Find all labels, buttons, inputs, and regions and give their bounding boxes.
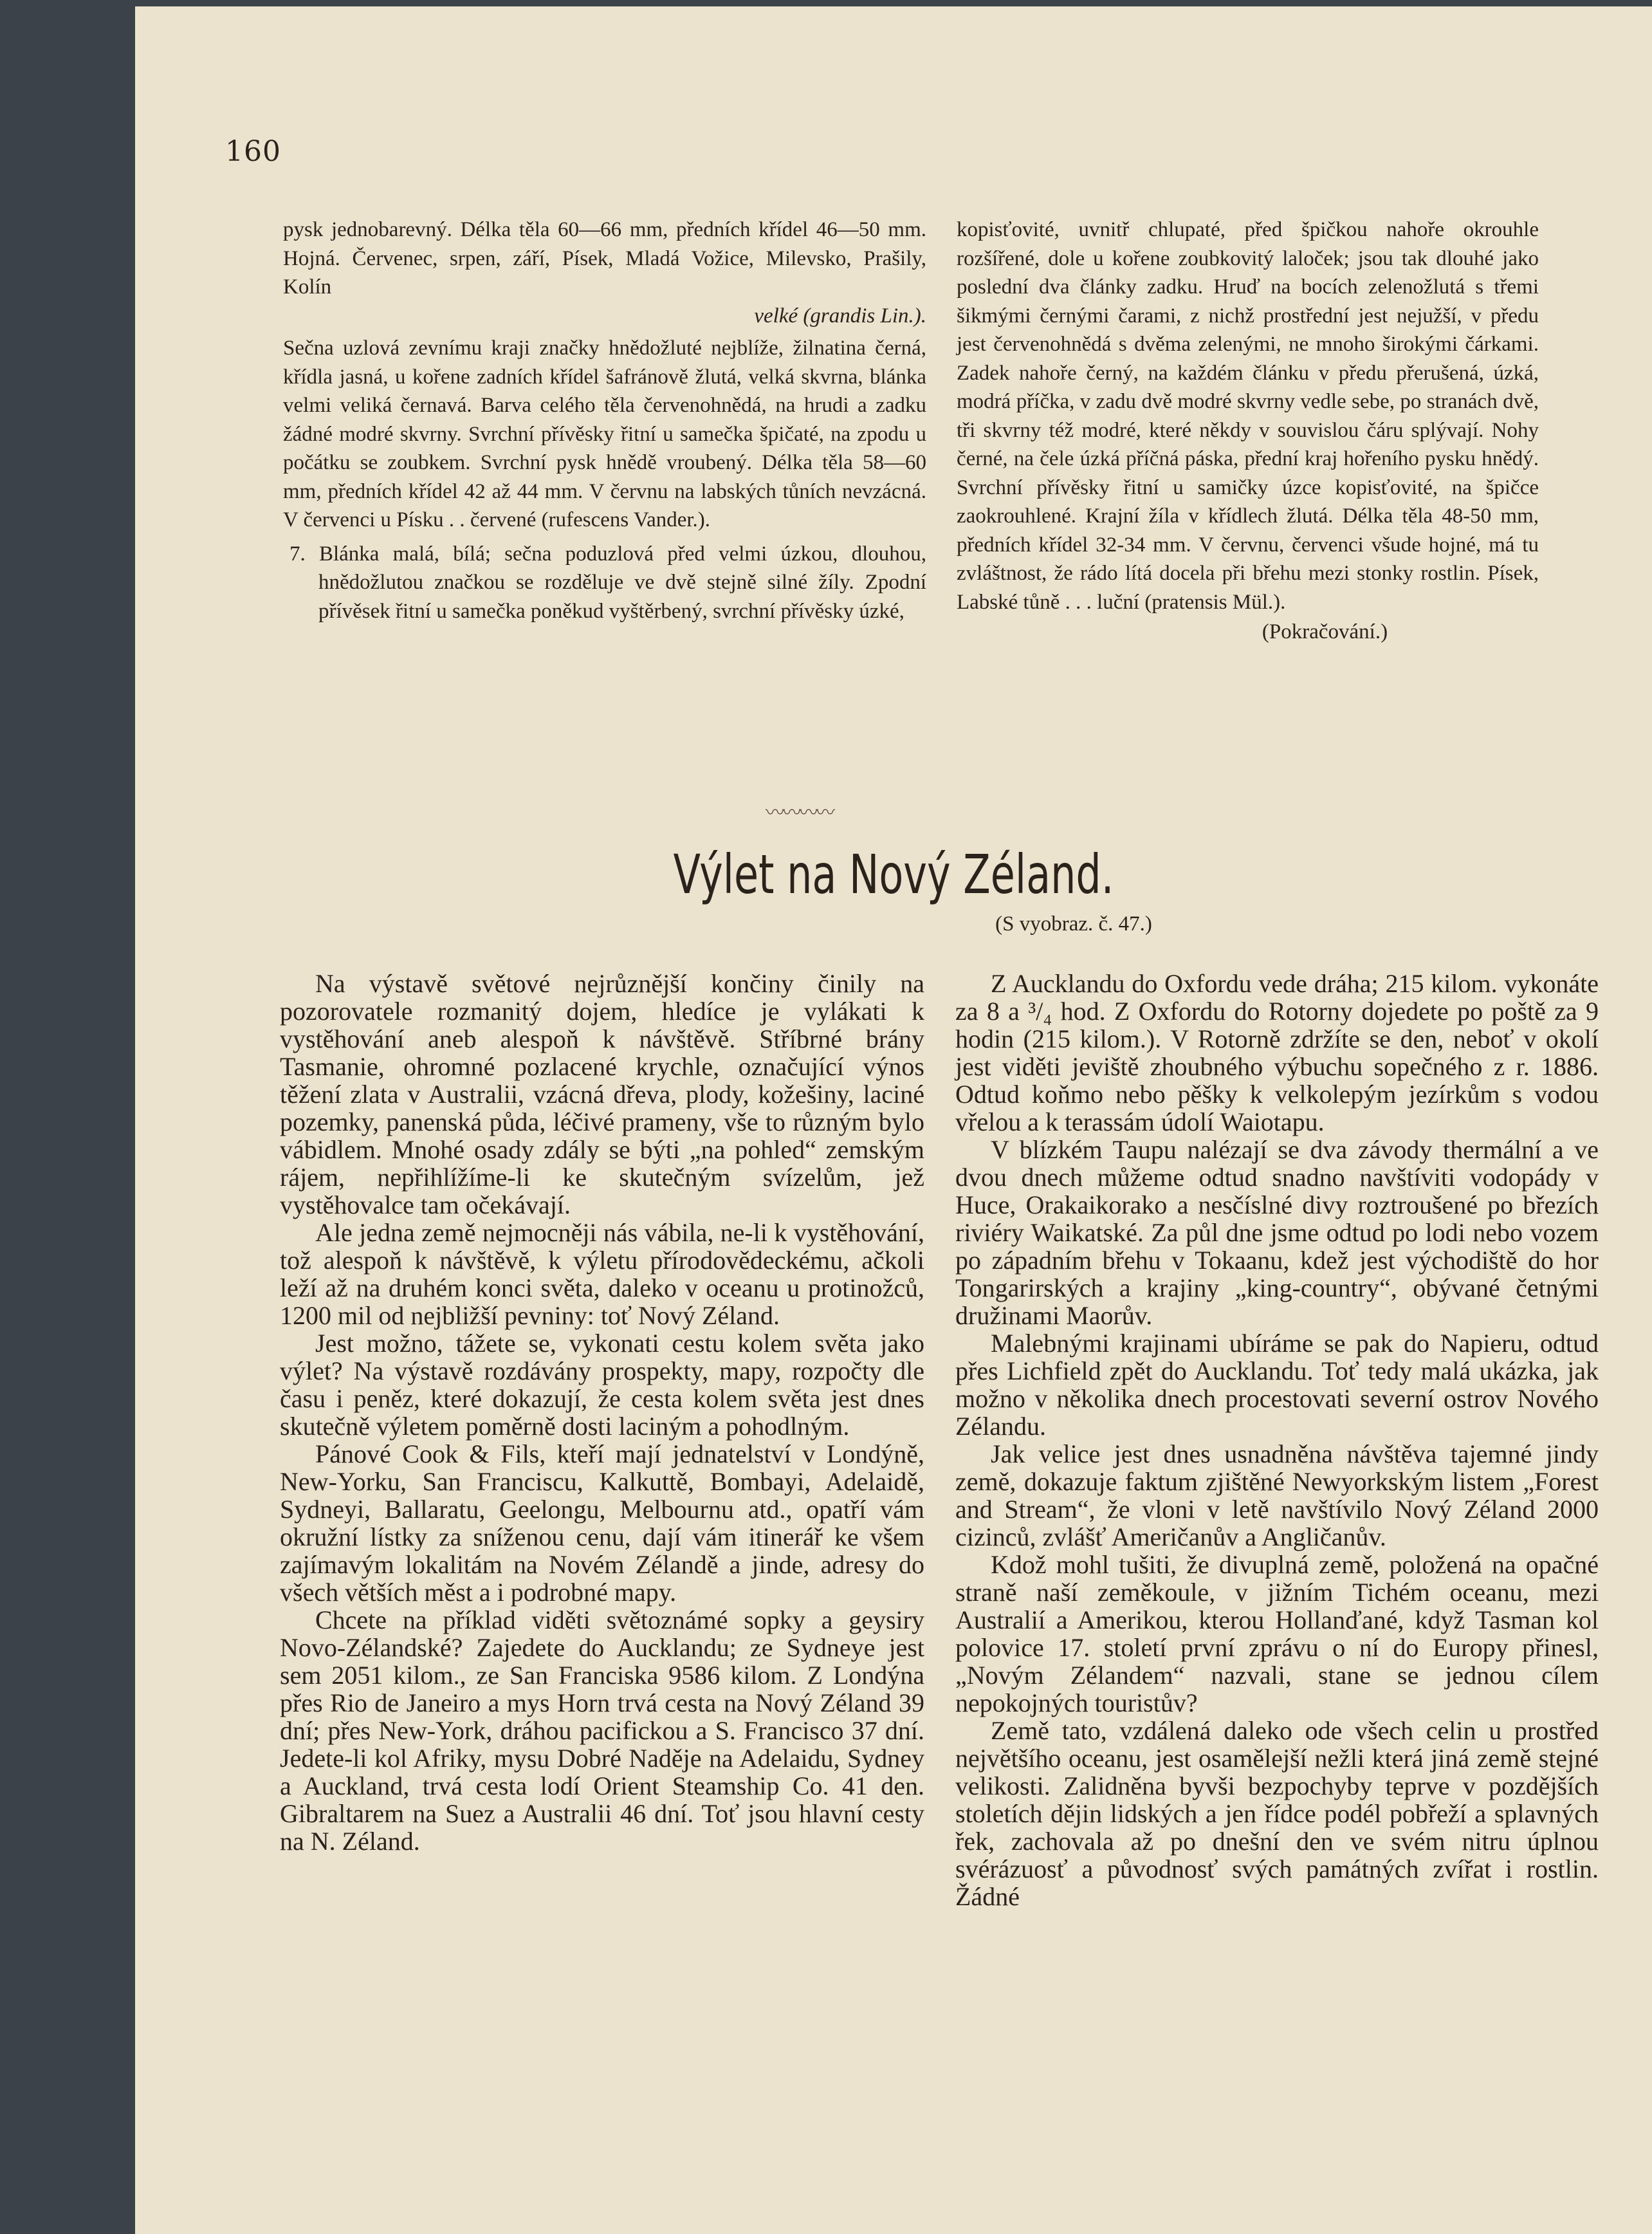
continued-note: (Pokračování.) [1262, 620, 1388, 643]
page-number: 160 [225, 135, 281, 168]
paragraph: Jak velice jest dnes usnadněna návštěva tajemné jindy země, dokazuje faktum zjištěné Newyorkským listem „Forest and Stream“, že vloni v letě navštívilo Nový Zéland 2000 cizinců, zvlášť Američanův a Angličanův. [955, 1439, 1599, 1551]
paragraph: Malebnými krajinami ubíráme se pak do Napieru, odtud přes Lichfield zpět do Aucklandu. Toť tedy malá ukázka, jak možno v několika dnech procestovati severní ostrov Nového Zélandu. [955, 1329, 1599, 1441]
article-subtitle: (S vyobraz. č. 47.) [995, 912, 1152, 936]
paragraph: Chcete na příklad viděti světoznámé sopky a geysiry Novo-Zélandské? Zajedete do Aucklandu; ze Sydneye jest sem 2051 kilom., ze San Franciska 9586 kilom. Z Londýna přes Rio de Janeiro a mys Horn trvá cesta na Nový Zéland 39 dní; přes New-York, dráhou pacifickou a S. Francisco 37 dní. Jedete-li kol Afriky, mysu Dobré Naděje na Adelaidu, Sydney a Auckland, trvá cesta lodí Orient Steamship Co. 41 den. Gibraltarem na Suez a Australii 46 dní. Toť jsou hlavní cesty na N. Zéland. [280, 1605, 924, 1856]
page [135, 6, 1652, 2234]
paragraph: Na výstavě světové nejrůznější končiny činily na pozorovatele rozmanitý dojem, hledíce je vylákati k vystěhování aneb alespoň k návštěvě. Stříbrné brány Tasmanie, ohromné pozlacené krychle, označující výnos těžení zlata v Australii, vzácná dřeva, plody, kožešiny, laciné pozemky, panenská půda, léčivé prameny, vše to různým bylo vábidlem. Mnohé osady zdály se býti „na pohled“ zemským rájem, nepřihlížíme-li ke skutečným svízelům, jež vystěhovalce tam očekávají. [280, 969, 924, 1219]
divider-ornament: 〰〰〰〰 [766, 802, 832, 824]
paragraph: V blízkém Taupu nalézají se dva závody thermální a ve dvou dnech můžeme odtud snadno navštíviti vodopády v Huce, Orakaikorako a nesčíslné divy roztroušené po březích riviéry Waikatské. Za půl dne jsme odtud po lodi nebo vozem po západním břehu v Tokaanu, kdež jest východiště do hor Tongarirských a krajiny „king-country“, obývané četnými družinami Maorův. [955, 1135, 1599, 1330]
bottom-left-column [280, 970, 924, 1855]
paragraph: 7. Blánka malá, bílá; sečna poduzlová před velmi úzkou, dlouhou, hnědožlutou značkou se rozděluje ve dvě stejně silné žíly. Zpodní přívěsek řitní u samečka poněkud vyštěrbený, svrchní přívěsky úzké, [289, 542, 926, 623]
top-right-column [957, 216, 1539, 647]
paragraph: Sečna uzlová zevnímu kraji značky hnědožluté nejblíže, žilnatina černá, křídla jasná, u kořene zadních křídel šafránově žlutá, velká skvrna, blánka velmi veliká černavá. Barva celého těla červenohnědá, na hrudi a zadku žádné modré skvrny. Svrchní přívěsky řitní u samečka špičaté, na zpodu u počátku se zoubkem. Svrchní pysk hnědě vroubený. Délka těla 58—60 mm, předních křídel 42 až 44 mm. V červnu na labských tůních nevzácná. V červenci u Písku . . červené (rufescens Vander.). [283, 337, 926, 531]
article-title: Výlet na Nový Zéland. [673, 843, 1114, 906]
paragraph: velké (grandis Lin.). [754, 304, 926, 328]
paragraph: Ale jedna země nejmocněji nás vábila, ne-li k vystěhování, tož alespoň k návštěvě, k výletu přírodovědeckému, ačkoli leží až na druhém konci světa, daleko v oceanu u protinožců, 1200 mil od nejbližší pevniny: toť Nový Zéland. [280, 1218, 924, 1330]
paragraph: kopisťovité, uvnitř chlupaté, před špičkou nahoře okrouhle rozšířené, dole u kořene zoubkovitý laloček; jsou tak dlouhé jako poslední dva články zadku. Hruď na bocích zelenožlutá s třemi šikmými černými čarami, z nichž prostřední jest nejužší, v předu jest červenohnědá s dvěma zelenými, ne mnoho širokými čárkami. Zadek nahoře černý, na každém článku v předu přerušená, úzká, modrá příčka, v zadu dvě modré skvrny vedle sebe, po stranách dvě, tři skvrny též modré, které někdy v souvislou čáru splývají. Nohy černé, na čele úzká příčná páska, přední kraj hořeního pysku hnědý. Svrchní přívěsky řitní u samičky úzce kopisťovité, na špičce zaokrouhlené. Krajní žíla v křídlech žlutá. Délka těla 48-50 mm, předních křídel 32-34 mm. V červnu, červenci všude hojné, má tu zvláštnost, že rádo lítá docela při břehu mezi stonky rostlin. Písek, Labské tůně . . . luční (pratensis Mül.). [957, 218, 1539, 614]
bottom-right-column [955, 970, 1599, 1910]
paragraph: pysk jednobarevný. Délka těla 60—66 mm, předních křídel 46—50 mm. Hojná. Červenec, srpen, září, Písek, Mladá Vožice, Milevsko, Prašily, Kolín [283, 218, 926, 299]
top-left-column [283, 216, 926, 625]
paragraph: Jest možno, tážete se, vykonati cestu kolem světa jako výlet? Na výstavě rozdávány prospekty, mapy, rozpočty dle času i peněz, které dokazují, že cesta kolem světa jest dnes skutečně výletem poměrně dosti laciným a pohodlným. [280, 1329, 924, 1441]
paragraph: Pánové Cook & Fils, kteří mají jednatelství v Londýně, New-Yorku, San Franciscu, Kalkuttě, Bombayi, Adelaidě, Sydneyi, Ballaratu, Geelongu, Melbournu atd., opatří vám okružní lístky za sníženou cenu, dají vám itinerář ke všem zajímavým lokalitám na Novém Zélandě a jinde, adresy do všech větších měst a i podrobné mapy. [280, 1439, 924, 1607]
paragraph: Z Aucklandu do Oxfordu vede dráha; 215 kilom. vykonáte za 8 a ³/₄ hod. Z Oxfordu do Rotorny dojedete po poště za 9 hodin (215 kilom.). V Rotorně zdržíte se den, neboť v okolí jest viděti jeviště zhoubného výbuchu sopečného z r. 1886. Odtud koňmo nebo pěšky k velkolepým jezírkům s vodou vřelou a k terassám údolí Waiotapu. [955, 969, 1599, 1136]
paragraph: Země tato, vzdálená daleko ode všech celin u prostřed největšího oceanu, jest osamělejší nežli která jiná země stejné velikosti. Zalidněna byvši bezpochyby teprve v pozdějších stoletích dějin lidských a jen řídce podél pobřeží a splavných řek, zachovala až po dnešní den ve svém nitru úplnou svérázuosť a původnosť svých památných zvířat i rostlin. Žádné [955, 1716, 1599, 1911]
paragraph: Kdož mohl tušiti, že divuplná země, položená na opačné straně naší zeměkoule, v jižním Tichém oceanu, mezi Australií a Amerikou, kterou Hollanďané, když Tasman kol polovice 17. století první zprávu o ní do Europy přinesl, „Novým Zélandem“ nazvali, stane se jednou cílem nepokojných touristův? [955, 1550, 1599, 1717]
